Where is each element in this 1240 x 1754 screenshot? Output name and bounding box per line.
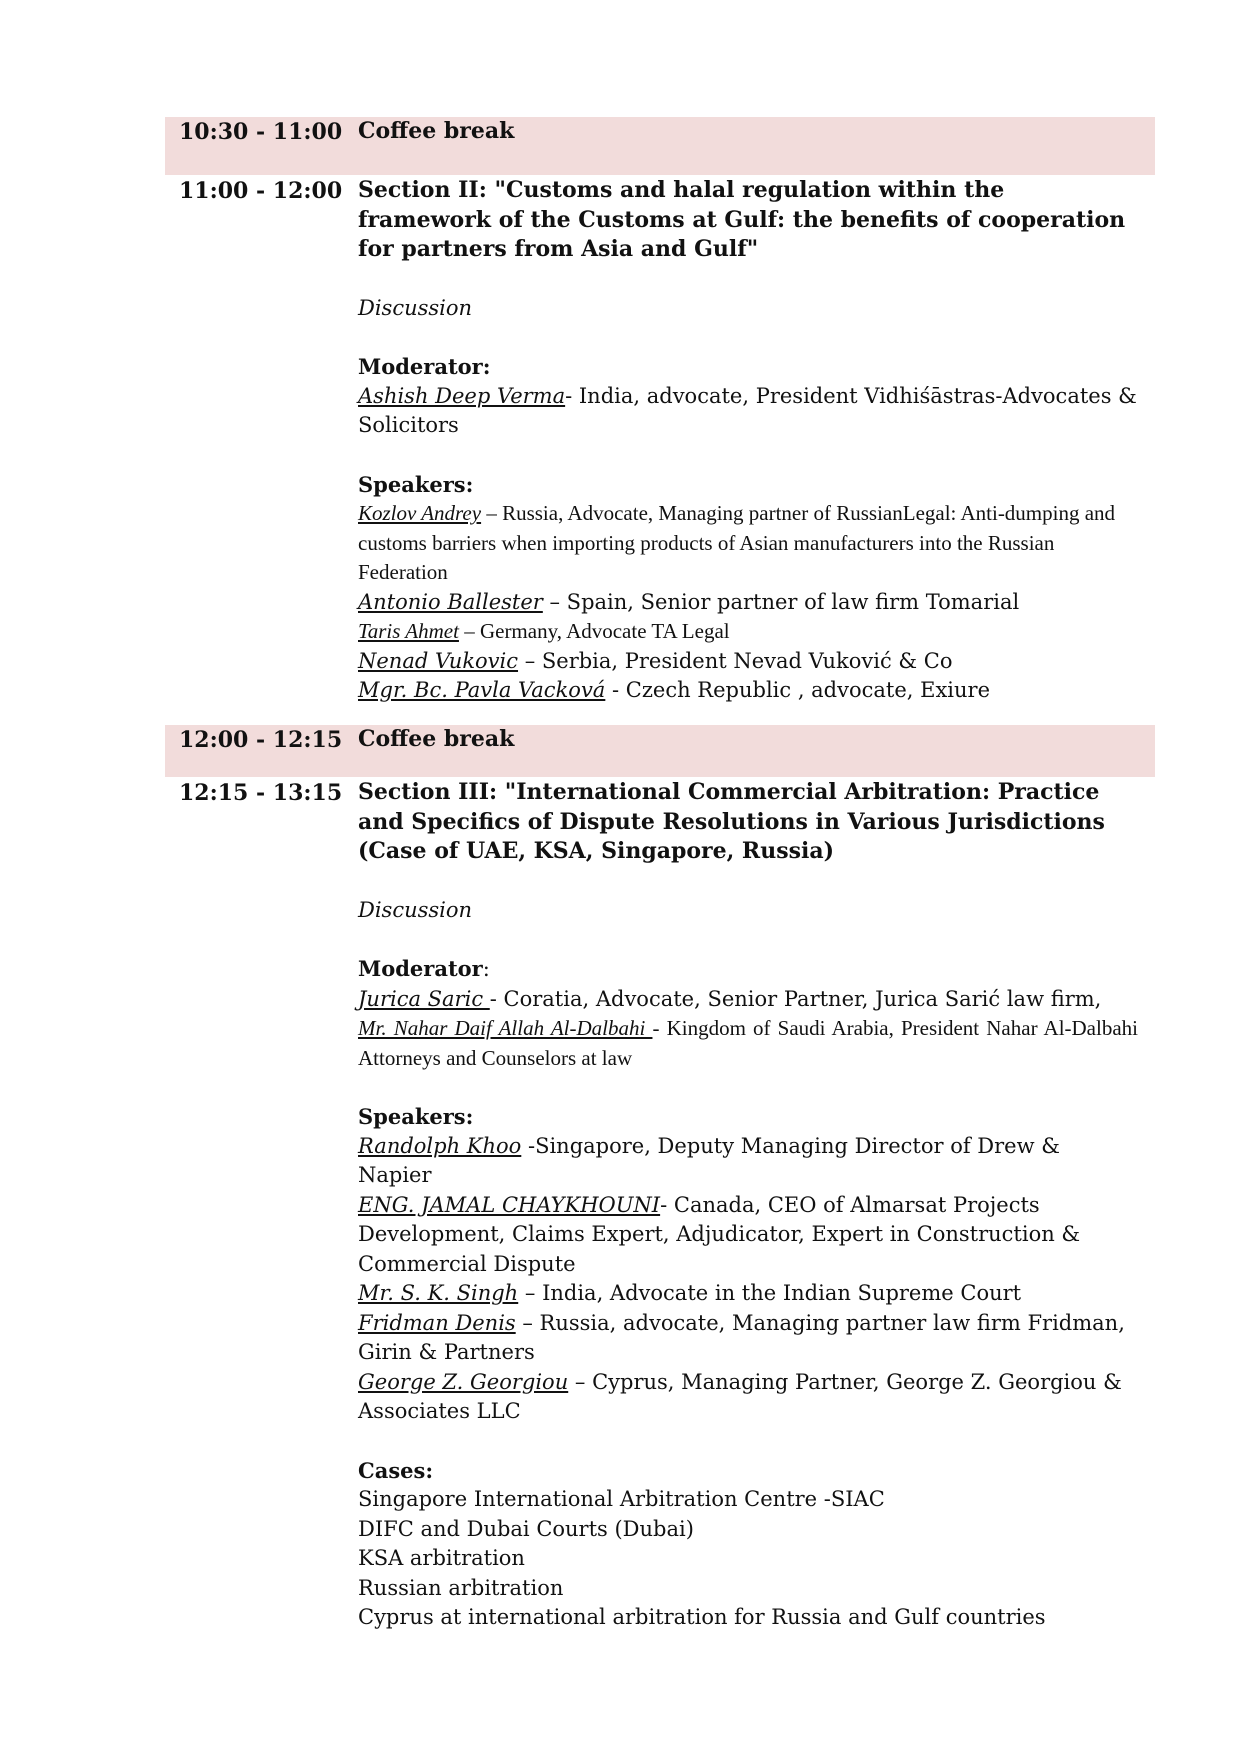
speakers-label: Speakers:	[358, 471, 474, 497]
person-description: - Coratia, Advocate, Senior Partner, Jurica Sarić law firm,	[489, 986, 1102, 1011]
person-description: – Russia, Advocate, Managing partner of RussianLegal: Anti-dumping and customs barriers when importing products of Asian manufacturers into the Russian Federation	[358, 501, 1116, 584]
coffee-break-row-2	[165, 725, 1155, 777]
session-title: Section II: "Customs and halal regulation within the framework of the Customs at Gulf: the benefits of cooperation for partners from Asia and Gulf"	[358, 177, 1126, 262]
section-3-row	[165, 777, 1155, 1629]
section-2-row	[165, 175, 1155, 715]
person-description: - India, advocate, President Vidhiśāstras-Advocates & Solicitors	[358, 383, 1137, 437]
moderator-label: Moderator	[358, 956, 483, 981]
speaker-entry	[358, 1368, 1138, 1427]
cases-label: Cases:	[358, 1457, 434, 1483]
person-description: – India, Advocate in the Indian Supreme Court	[518, 1281, 1022, 1305]
person-name: Mgr. Bc. Pavla Vacková	[358, 678, 606, 702]
session-title: Coffee break	[358, 726, 515, 752]
moderator-entry	[358, 1014, 1138, 1073]
moderator-label: Moderator:	[358, 354, 491, 379]
person-description: - Czech Republic , advocate, Exiure	[605, 678, 991, 702]
coffee-break-row-1	[165, 117, 1155, 175]
person-description: – Spain, Senior partner of law firm Tomarial	[542, 589, 1020, 614]
moderator-label-line	[358, 954, 1138, 985]
case-item: DIFC and Dubai Courts (Dubai)	[358, 1516, 694, 1541]
speaker-entry	[358, 1191, 1138, 1280]
person-name: Mr. Nahar Daif Allah Al-Dalbahi	[358, 1016, 653, 1040]
person-name: ENG. JAMAL CHAYKHOUNI	[358, 1192, 661, 1217]
person-description: – Serbia, President Nevad Vuković & Co	[518, 648, 953, 673]
person-name: Ashish Deep Verma	[358, 383, 566, 408]
speaker-entry	[358, 1279, 1138, 1309]
speaker-entry	[358, 1132, 1138, 1191]
person-name: Jurica Saric	[358, 986, 490, 1011]
speakers-label: Speakers:	[358, 1104, 474, 1129]
section-2-content	[358, 176, 1138, 706]
session-title: Section III: "International Commercial Arbitration: Practice and Specifics of Dispute Resolutions in Various Jurisdictions (Case of UAE, KSA, Singapore, Russia)	[358, 779, 1105, 864]
time-slot: 11:00 - 12:00	[179, 178, 343, 204]
session-format: Discussion	[358, 295, 473, 320]
speaker-entry	[358, 617, 1138, 647]
moderator-colon: :	[482, 957, 490, 981]
speaker-entry	[358, 588, 1138, 618]
person-name: Kozlov Andrey	[358, 501, 482, 525]
person-description: -Singapore, Deputy Managing Director of Drew & Napier	[358, 1133, 1060, 1187]
person-description: - Canada, CEO of Almarsat Projects Development, Claims Expert, Adjudicator, Expert in Construction & Commercial Dispute	[358, 1192, 1081, 1276]
moderator-entry	[358, 382, 1138, 441]
person-name: Randolph Khoo	[358, 1133, 522, 1158]
person-description: - Kingdom of Saudi Arabia, President Nahar Al-Dalbahi Attorneys and Counselors at law	[358, 1016, 1138, 1070]
case-item: Cyprus at international arbitration for Russia and Gulf countries	[358, 1605, 1046, 1629]
case-item: Singapore International Arbitration Centre -SIAC	[358, 1487, 885, 1511]
person-description: – Germany, Advocate TA Legal	[458, 619, 730, 643]
person-name: Mr. S. K. Singh	[358, 1281, 519, 1305]
case-item: Russian arbitration	[358, 1575, 564, 1600]
person-name: Nenad Vukovic	[358, 648, 519, 673]
time-slot: 12:15 - 13:15	[179, 780, 343, 806]
speaker-entry	[358, 647, 1138, 677]
speaker-entry	[358, 676, 1138, 706]
time-slot: 10:30 - 11:00	[179, 119, 343, 145]
speaker-entry	[358, 1309, 1138, 1368]
speaker-entry	[358, 499, 1138, 588]
person-name: George Z. Georgiou	[358, 1369, 569, 1394]
time-slot: 12:00 - 12:15	[179, 727, 343, 753]
person-name: Fridman Denis	[358, 1310, 516, 1335]
section-3-content	[358, 778, 1138, 1633]
moderator-entry	[358, 985, 1138, 1015]
person-name: Antonio Ballester	[358, 589, 543, 614]
person-description: – Russia, advocate, Managing partner law firm Fridman, Girin & Partners	[358, 1310, 1125, 1364]
case-item: KSA arbitration	[358, 1546, 525, 1570]
person-name: Taris Ahmet	[358, 619, 459, 643]
person-description: – Cyprus, Managing Partner, George Z. Georgiou & Associates LLC	[358, 1369, 1122, 1423]
session-format: Discussion	[358, 897, 473, 922]
session-title: Coffee break	[358, 118, 515, 144]
